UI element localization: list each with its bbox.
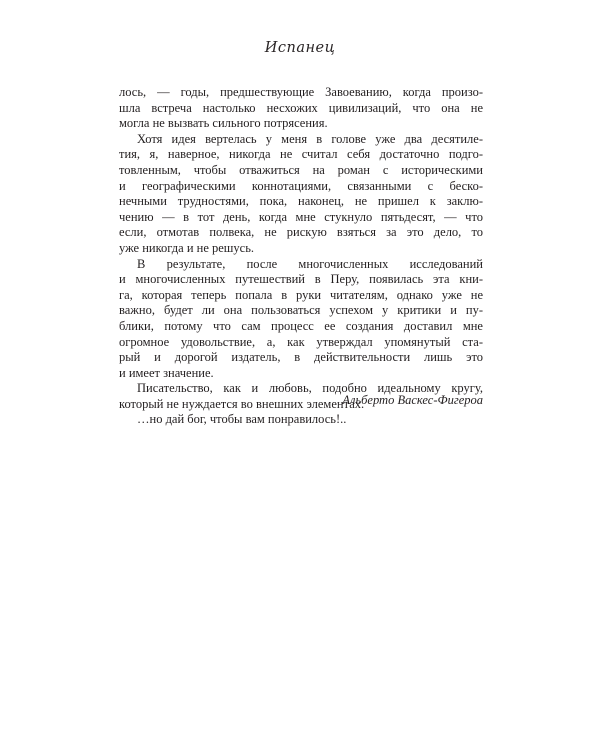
- paragraph-1: [119, 85, 483, 132]
- text-line: шла встреча настолько несхожих цивилизаций, что она не: [119, 100, 483, 115]
- text-line: рый и дорогой издатель, в действительности лишь это: [119, 350, 483, 365]
- text-line: блики, потому что сам процесс ее создания доставил мне: [119, 318, 483, 333]
- paragraph-3: [119, 257, 483, 382]
- text-line: и имеет значение.: [119, 365, 214, 380]
- text-line: тия, я, наверное, никогда не считал себя достаточно подго-: [119, 147, 483, 162]
- text-line: нечными трудностями, пока, наконец, не пришел к заклю-: [119, 194, 483, 209]
- running-head: Испанец: [264, 40, 336, 56]
- text-line: уже никогда и не решусь.: [119, 240, 255, 255]
- paragraph-2: [119, 132, 483, 257]
- text-line: если, отмотав полвека, не рискую взяться за это дело, то: [119, 225, 483, 240]
- text-line: и многочисленных путешествий в Перу, появилась эта кни-: [119, 272, 483, 287]
- text-line: В результате, после многочисленных исследований: [137, 256, 483, 271]
- text-line: Хотя идея вертелась у меня в голове уже два десятиле-: [137, 131, 483, 146]
- text-line: чению — в тот день, когда мне стукнуло пятьдесят, — что: [119, 209, 483, 224]
- text-line: товленным, чтобы отважиться на роман с историческими: [119, 162, 483, 177]
- text-line: Писательство, как и любовь, подобно идеальному кругу,: [137, 381, 483, 396]
- text-line: который не нуждается во внешних элементах.: [119, 396, 365, 411]
- text-line: га, которая теперь попала в руки читателям, однако уже не: [119, 287, 483, 302]
- text-line: …но дай бог, чтобы вам понравилось!..: [137, 412, 347, 427]
- paragraph-5: [119, 412, 483, 428]
- text-line: огромное удовольствие, а, как утверждал упомянутый ста-: [119, 334, 483, 349]
- text-line: лось, — годы, предшествующие Завоеванию, когда произо-: [119, 85, 483, 99]
- author-signature: Альберто Васкес-Фигероа: [342, 393, 483, 407]
- text-line: могла не вызвать сильного потрясения.: [119, 116, 328, 131]
- text-line: важно, будет ли она пользоваться успехом у критики и пу-: [119, 303, 483, 318]
- text-line: и географическими коннотациями, связанными с беско-: [119, 178, 483, 193]
- body-text: [119, 85, 483, 428]
